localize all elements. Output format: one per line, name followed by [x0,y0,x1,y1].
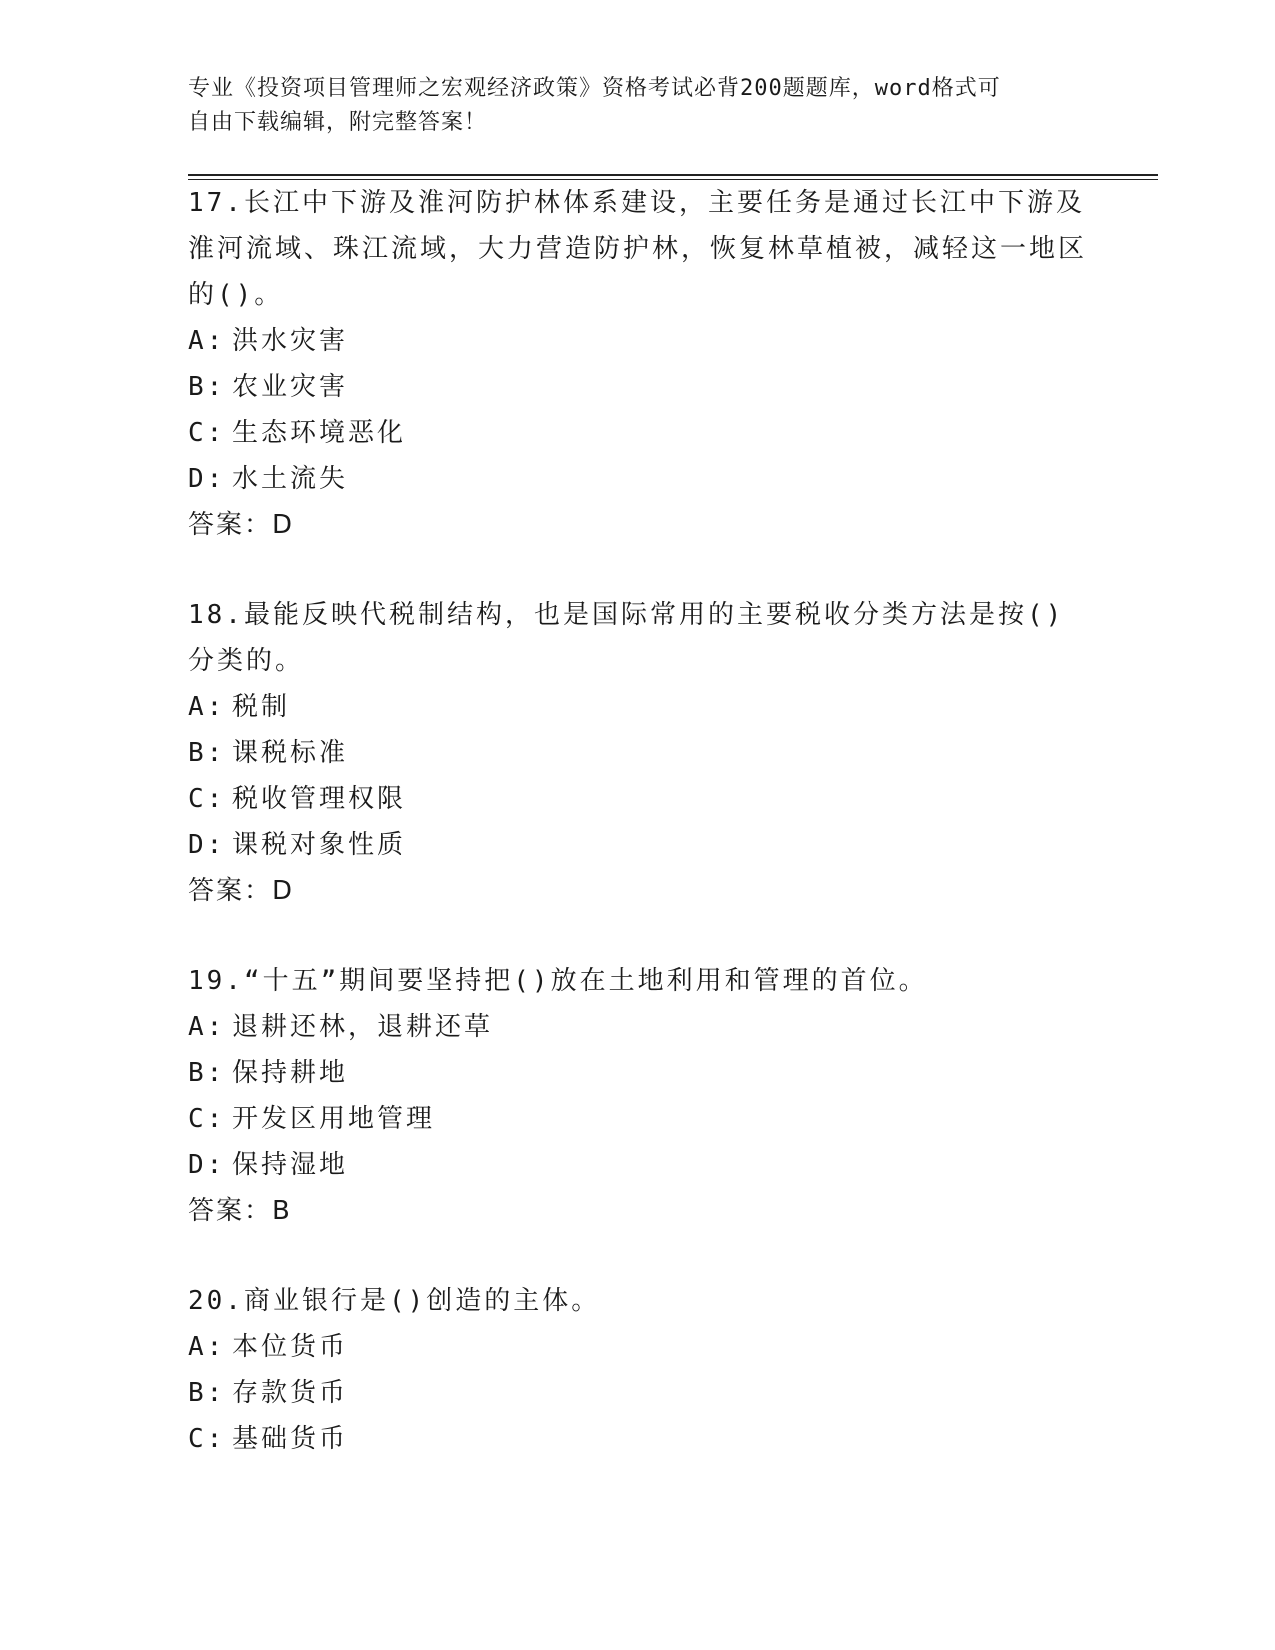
option-text: 税制 [232,692,291,722]
option-text: 存款货币 [232,1378,349,1408]
option-c [188,410,1158,456]
header-line-1: 专业《投资项目管理师之宏观经济政策》资格考试必背200题题库，word格式可 [188,76,1001,101]
question-18 [188,592,1158,914]
question-stem: 17.长江中下游及淮河防护林体系建设，主要任务是通过长江中下游及淮河流域、珠江流域，大力营造防护林，恢复林草植被，减轻这一地区的()。 [188,188,1088,310]
option-text: 税收管理权限 [232,784,407,814]
option-text: 农业灾害 [232,372,349,402]
option-key: A: [188,1012,226,1042]
option-key: C: [188,418,226,448]
option-b [188,1050,1158,1096]
option-text: 洪水灾害 [232,326,349,356]
option-key: C: [188,1424,226,1454]
option-b [188,364,1158,410]
option-key: A: [188,692,226,722]
document-header [188,72,1068,140]
option-text: 课税标准 [232,738,349,768]
question-stem: 20.商业银行是()创造的主体。 [188,1286,601,1316]
option-text: 保持湿地 [232,1150,349,1180]
option-key: D: [188,1150,226,1180]
option-d [188,1142,1158,1188]
option-c [188,1416,1158,1462]
option-key: D: [188,464,226,494]
option-a [188,318,1158,364]
option-key: B: [188,372,226,402]
question-stem: 19.“十五”期间要坚持把()放在土地利用和管理的首位。 [188,966,928,996]
option-text: 基础货币 [232,1424,349,1454]
answer-line: 答案：D [188,510,295,540]
option-b [188,730,1158,776]
option-c [188,1096,1158,1142]
option-key: A: [188,1332,226,1362]
option-text: 退耕还林，退耕还草 [232,1012,494,1042]
option-key: A: [188,326,226,356]
option-text: 课税对象性质 [232,830,407,860]
option-key: B: [188,1378,226,1408]
answer-line: 答案：B [188,1196,292,1226]
option-a [188,1324,1158,1370]
option-text: 本位货币 [232,1332,349,1362]
answer-line: 答案：D [188,876,295,906]
option-text: 保持耕地 [232,1058,349,1088]
option-key: B: [188,1058,226,1088]
option-text: 水土流失 [232,464,349,494]
question-17 [188,180,1158,548]
question-19 [188,958,1158,1234]
option-text: 开发区用地管理 [232,1104,436,1134]
question-20 [188,1278,1158,1462]
option-c [188,776,1158,822]
option-b [188,1370,1158,1416]
option-text: 生态环境恶化 [232,418,407,448]
option-a [188,684,1158,730]
document-page [188,72,1158,1462]
option-key: C: [188,784,226,814]
option-a [188,1004,1158,1050]
option-key: B: [188,738,226,768]
question-stem: 18.最能反映代税制结构，也是国际常用的主要税收分类方法是按()分类的。 [188,600,1065,676]
option-key: C: [188,1104,226,1134]
option-d [188,456,1158,502]
header-line-2: 自由下载编辑，附完整答案！ [188,110,488,135]
option-key: D: [188,830,226,860]
option-d [188,822,1158,868]
